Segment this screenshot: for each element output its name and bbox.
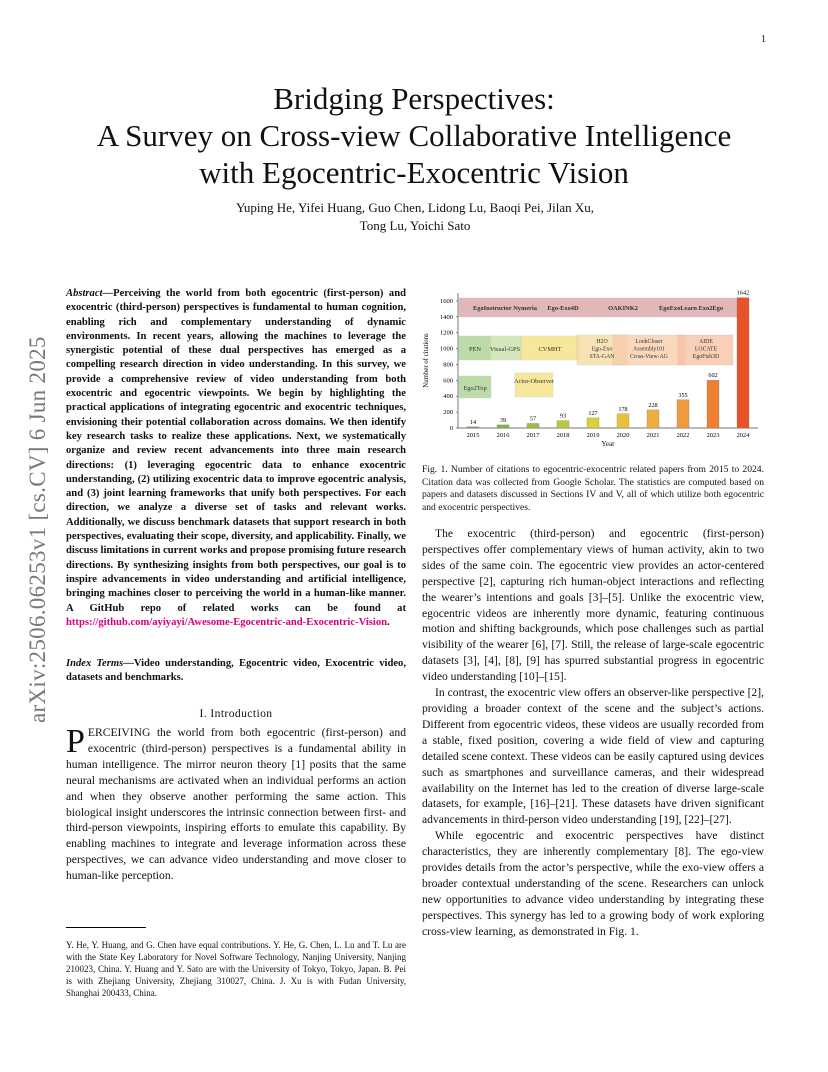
y-tick-label: 800: [443, 361, 453, 369]
bar-value-label: 178: [618, 405, 628, 413]
x-tick-label: 2020: [616, 432, 630, 439]
bar-value-label: 14: [469, 418, 477, 426]
x-tick-label: 2016: [496, 432, 510, 439]
index-terms: [66, 657, 406, 686]
y-tick-label: 400: [443, 393, 453, 401]
footnote-divider: [66, 927, 146, 928]
bar: [707, 380, 719, 428]
bar: [467, 427, 479, 428]
drop-cap: P: [66, 723, 85, 760]
annotation-label: CVMHT: [538, 346, 562, 353]
annotation-box: [515, 373, 553, 397]
annotation-label: LookCloser Assembly101 Cross-View-AG: [630, 339, 668, 360]
abstract-text: —Perceiving the world from both egocentric (first-person) and exocentric (third-person) perspectives is fundamental to human cognition, enabling rich and complementary understanding of dynamic environments. In recent years, allowing the machines to leverage the synergistic potential of these dual perspectives has emerged as a compelling research direction in video understanding. In this survey, we provide a comprehensive review of video understanding from both exocentric and egocentric viewpoints. We begin by highlighting the practical applications of integrating egocentric and exocentric techniques, envisioning their potential collaboration across domains. We then identify key research tasks to realize these applications. Next, we systematically organize and review recent advancements into three main research directions: (1) leveraging egocentric data to enhance exocentric understanding, (2) utilizing exocentric data to improve egocentric analysis, and (3) joint learning frameworks that unify both perspectives. For each direction, we analyze a diverse set of tasks and relevant works. Additionally, we discuss benchmark datasets that support research in both perspectives, evaluating their scope, diversity, and applicability. Finally, we discuss limitations in current works and propose promising future research directions. By synthesizing insights from both perspectives, our goal is to inspire advancements in video understanding and artificial intelligence, bringing machines closer to perceiving the world in a human-like manner. A GitHub repo of related works can be found at: [66, 288, 406, 614]
author-line: Tong Lu, Yoichi Sato: [359, 218, 471, 233]
annotation-label: H2O Ego-Exo STA-GAN: [589, 339, 615, 360]
body-paragraph: While egocentric and exocentric perspectives have distinct characteristics, they are inherently complementary [8]. The ego-view provides details from the actor’s perspective, while the exo-view offers a broader contextual understanding of the scene. Researchers can unlock new opportunities to advance video understanding by integrating these perspectives. This synergy has led to a growing body of work exploring cross-view learning, as demonstrated in Fig. 1.: [422, 829, 764, 938]
bar: [557, 421, 569, 428]
x-tick-label: 2024: [736, 432, 750, 439]
right-column-text: [422, 526, 764, 940]
bar-value-label: 355: [678, 391, 688, 399]
abstract: [66, 287, 406, 630]
y-tick-label: 0: [449, 425, 453, 432]
annotation-label: EgoExoLearn Exo2Ego: [658, 305, 724, 312]
x-tick-label: 2019: [586, 432, 600, 439]
annotation-label: Visual-GPS: [489, 346, 521, 353]
author-list: [120, 199, 710, 235]
x-axis-label: Year: [601, 440, 615, 448]
annotation-label: OAKINK2: [608, 305, 638, 312]
bar: [587, 418, 599, 428]
index-terms-label: Index Terms: [66, 658, 124, 669]
y-tick-label: 1400: [440, 313, 453, 321]
x-tick-label: 2023: [706, 432, 720, 439]
arxiv-stamp: arXiv:2506.06253v1 [cs.CV] 6 Jun 2025: [25, 336, 50, 723]
index-terms-text: —Video understanding, Egocentric video, Exocentric video, datasets and benchmarks.: [66, 658, 406, 684]
annotation-label: Ego2Top: [463, 385, 487, 392]
bar-value-label: 39: [499, 416, 507, 424]
annotation-label: PEN: [468, 346, 482, 353]
bar-value-label: 1642: [736, 289, 750, 297]
bar: [497, 425, 509, 428]
y-tick-label: 1200: [440, 329, 453, 337]
author-line: Yuping He, Yifei Huang, Guo Chen, Lidong Lu, Baoqi Pei, Jilan Xu,: [235, 200, 595, 215]
bar-value-label: 57: [529, 415, 537, 423]
bar: [737, 298, 749, 428]
x-tick-label: 2018: [556, 432, 570, 439]
bar: [677, 400, 689, 428]
y-tick-label: 200: [443, 409, 453, 417]
section-heading: I. Introduction: [199, 707, 273, 720]
x-tick-label: 2021: [646, 432, 660, 439]
intro-paragraph: [66, 725, 406, 884]
title-line: Bridging Perspectives:: [273, 81, 555, 116]
y-tick-label: 600: [443, 377, 453, 385]
footnote: Y. He, Y. Huang, and G. Chen have equal contributions. Y. He, G. Chen, L. Lu and T. Lu are with the State Key Laboratory for Novel Software Technology, Nanjing University, Nanjing 210023, China. Y. Huang and Y. Sato are with the University of Tokyo, Tokyo, Japan. B. Pei is with Zhejiang University, Zhejiang 310027, China. J. Xu is with Fudan University, Shanghai 200433, China.: [66, 940, 406, 999]
page-number: 1: [761, 34, 766, 45]
intro-text: ERCEIVING the world from both egocentric (first-person) and exocentric (third-person) perspectives is a fundamental ability in human intelligence. The mirror neuron theory [1] posits that the same neural mechanisms are activated when an individual performs an action and when they observe another performing the same action. This biological insight underscores the intrinsic connection between first- and third-person viewpoints, inspiring efforts to emulate this capability. By enabling machines to integrate and leverage information across these perspectives, we can advance video understanding and move closer to human-like perception.: [66, 726, 406, 883]
y-tick-label: 1600: [440, 297, 453, 305]
body-paragraph: In contrast, the exocentric view offers an observer-like perspective [2], providing a broader context of the scene and the subject’s actions. Different from egocentric videos, these videos are usually recorded from a stable, fixed position, covering a wide field of view and capturing detailed scene context. These videos can be easily captured using devices such as smartphones and surveillance cameras, and their widespread availability on the Internet has led to the creation of diverse large-scale datasets, for example, [16]–[21]. These datasets have driven significant advancements in third-person video understanding [19], [22]–[27].: [422, 686, 764, 827]
body-paragraph: The exocentric (third-person) and egocentric (first-person) perspectives offer complementary views of human activity, akin to two sides of the same coin. The egocentric view provides an actor-centered perspective [2], capturing rich human-object interactions and reflecting the wearer’s intentions and goals [3]–[5]. Unlike the exocentric view, egocentric videos are inherently more dynamic, featuring continuous motion and shifting backgrounds, which pose challenges such as partial visibility of the wearer [6], [7]. Still, the release of large-scale egocentric datasets [3], [4], [8], [9] has spurred substantial progress in egocentric video understanding [10]–[15].: [422, 527, 764, 684]
bar: [617, 414, 629, 428]
citation-bar-chart: [416, 283, 766, 455]
title-line: A Survey on Cross-view Collaborative Intelligence: [96, 118, 732, 153]
abstract-end: .: [387, 616, 390, 628]
bar: [527, 423, 539, 428]
github-link[interactable]: https://github.com/ayiyayi/Awesome-Egocentric-and-Exocentric-Vision: [66, 616, 388, 628]
abstract-label: Abstract: [66, 288, 103, 299]
x-tick-label: 2017: [526, 432, 540, 439]
bar: [647, 410, 659, 428]
annotation-label: EgoInstructor Nymeria: [473, 305, 537, 312]
bar-value-label: 602: [708, 372, 718, 380]
figure-caption: Fig. 1. Number of citations to egocentric-exocentric related papers from 2015 to 2024. Citation data was collected from Google Scholar. The statistics are computed based on papers and datasets discussed in Sections IV and V, all of which utilize both egocentric and exocentric perspectives.: [422, 464, 764, 513]
x-tick-label: 2022: [676, 432, 690, 439]
y-tick-label: 1000: [440, 345, 453, 353]
annotation-label: Ego-Exo4D: [547, 305, 579, 312]
title-line: with Egocentric-Exocentric Vision: [199, 155, 629, 190]
y-axis-label: Number of citations: [423, 333, 430, 388]
bar-value-label: 127: [588, 409, 598, 417]
paper-title: [0, 80, 828, 191]
annotation-label: Actor-Observer: [514, 378, 554, 385]
annotation-label: AIDE LOCATE EgoFish3D: [692, 339, 720, 360]
bar-value-label: 228: [648, 401, 658, 409]
x-tick-label: 2015: [466, 432, 480, 439]
bar-value-label: 93: [559, 412, 567, 420]
